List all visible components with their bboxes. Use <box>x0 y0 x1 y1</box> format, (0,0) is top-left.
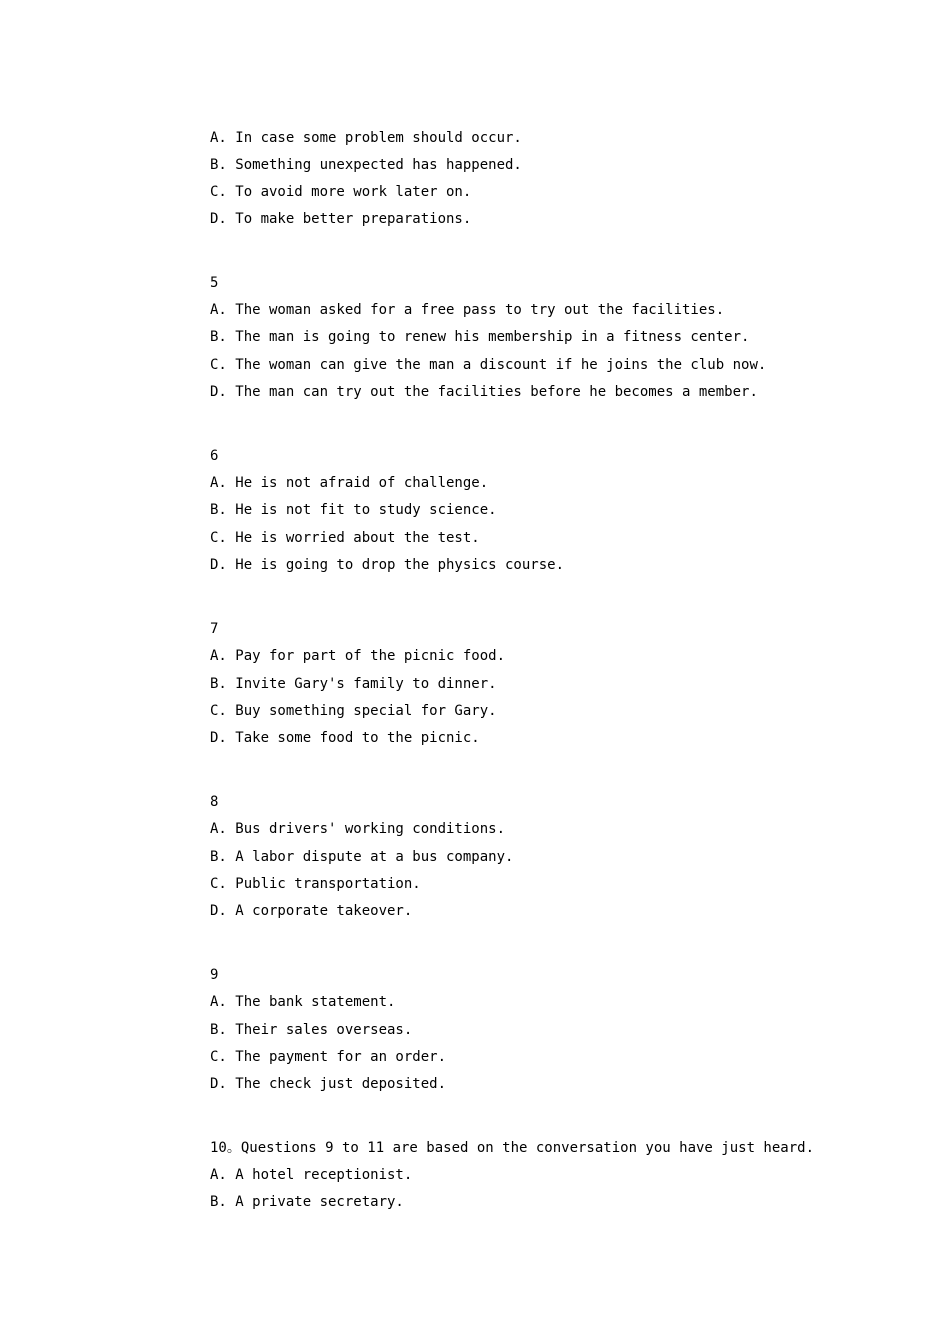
q8-number: 8 <box>210 794 219 810</box>
q5-option-b: B. The man is going to renew his membership in a fitness center. <box>210 329 750 345</box>
q7-option-a: A. Pay for part of the picnic food. <box>210 648 506 664</box>
q10-option-b: B. A private secretary. <box>210 1194 404 1210</box>
q6-option-d: D. He is going to drop the physics course. <box>210 557 565 573</box>
q9-option-c: C. The payment for an order. <box>210 1049 447 1065</box>
q7-option-d: D. Take some food to the picnic. <box>210 730 480 746</box>
q9-option-d: D. The check just deposited. <box>210 1076 447 1092</box>
q8-option-a: A. Bus drivers' working conditions. <box>210 821 506 837</box>
q9-option-b: B. Their sales overseas. <box>210 1022 413 1038</box>
q5-option-c: C. The woman can give the man a discount if he joins the club now. <box>210 357 767 373</box>
q5-option-d: D. The man can try out the facilities before he becomes a member. <box>210 384 758 400</box>
q10-number: 10。Questions 9 to 11 are based on the conversation you have just heard. <box>210 1140 815 1156</box>
q8-option-d: D. A corporate takeover. <box>210 903 413 919</box>
q6-number: 6 <box>210 448 219 464</box>
q7-option-b: B. Invite Gary's family to dinner. <box>210 676 497 692</box>
q5-option-a: A. The woman asked for a free pass to try out the facilities. <box>210 302 725 318</box>
q4-option-b: B. Something unexpected has happened. <box>210 157 522 173</box>
q9-option-a: A. The bank statement. <box>210 994 396 1010</box>
q6-option-b: B. He is not fit to study science. <box>210 502 497 518</box>
q4-option-a: A. In case some problem should occur. <box>210 130 522 146</box>
q6-option-a: A. He is not afraid of challenge. <box>210 475 489 491</box>
q8-option-c: C. Public transportation. <box>210 876 421 892</box>
q4-option-c: C. To avoid more work later on. <box>210 184 472 200</box>
q8-option-b: B. A labor dispute at a bus company. <box>210 849 514 865</box>
q10-option-a: A. A hotel receptionist. <box>210 1167 413 1183</box>
q4-option-d: D. To make better preparations. <box>210 211 472 227</box>
q7-option-c: C. Buy something special for Gary. <box>210 703 497 719</box>
q9-number: 9 <box>210 967 219 983</box>
q7-number: 7 <box>210 621 219 637</box>
q6-option-c: C. He is worried about the test. <box>210 530 480 546</box>
q5-number: 5 <box>210 275 219 291</box>
